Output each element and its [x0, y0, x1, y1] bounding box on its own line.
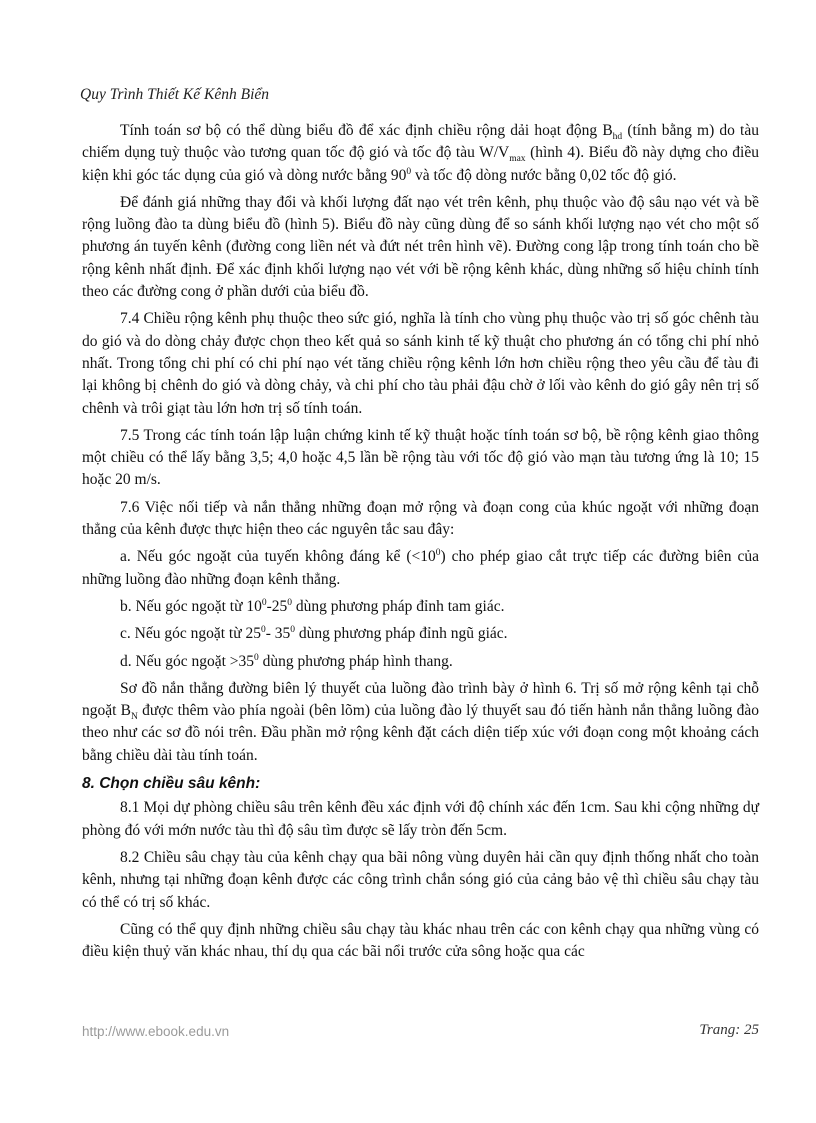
paragraph-7-4: 7.4 Chiều rộng kênh phụ thuộc theo sức gió, nghĩa là tính cho vùng phụ thuộc vào trị số góc chênh tàu do gió và do dòng chảy được chọn theo kết quả so sánh kinh tế kỹ thuật cho phương án có tổng chi phí nhỏ nhất. Trong tổng chi phí có chi phí nạo vét tăng chiều rộng kênh lớn hơn chiều rộng theo yêu cầu để tàu đi lại không bị chênh do gió và dòng chảy, và chi phí cho tàu phải đậu chờ ở lối vào kênh do gió gây nên trị số chênh và trôi giạt tàu lớn hơn trị số tính toán. [82, 310, 759, 417]
paragraph-7-6: 7.6 Việc nối tiếp và nắn thẳng những đoạn mở rộng và đoạn cong của khúc ngoặt với những đoạn thẳng của kênh được thực hiện theo các nguyên tắc sau đây: [82, 498, 759, 539]
page-body [82, 120, 759, 963]
section-heading-8: 8. Chọn chiều sâu kênh: [82, 775, 261, 793]
list-item-d: d. Nếu góc ngoặt $>35^0$ dùng phương pháp hình thang. [120, 652, 453, 670]
list-item-a: a. Nếu góc ngoặt của tuyến không đáng kể $(<10^0)$ cho phép giao cắt trực tiếp các đường biên của những luồng đào những đoạn kênh thẳng. [82, 548, 759, 588]
running-header: Quy Trình Thiết Kế Kênh Biển [80, 86, 270, 103]
paragraph-7-5: 7.5 Trong các tính toán lập luận chứng kinh tế kỹ thuật hoặc tính toán sơ bộ, bề rộng kênh giao thông một chiều có thể lấy bằng 3,5; 4,0 hoặc 4,5 lần bề rộng tàu với tốc độ gió vào mạn tàu tương ứng là 10; 15 hoặc 20 m/s. [82, 426, 759, 489]
paragraph-depth-variation: Cũng có thể quy định những chiều sâu chạy tàu khác nhau trên các con kênh chạy qua những vùng có điều kiện thuỷ văn khác nhau, thí dụ qua các bãi nổi trước cửa sông hoặc qua các [82, 920, 759, 961]
paragraph-8-1: 8.1 Mọi dự phòng chiều sâu trên kênh đều xác định với độ chính xác đến 1cm. Sau khi cộng những dự phòng đó với mớn nước tàu thì độ sâu tìm được sẽ lấy tròn đến 5cm. [82, 799, 759, 839]
paragraph-8-2: 8.2 Chiều sâu chạy tàu của kênh chạy qua bãi nông vùng duyên hải cần quy định thống nhất cho toàn kênh, nhưng tại những đoạn kênh được các công trình chắn sóng gió của cảng bảo vệ thì chiều sâu chạy tàu có thể có trị số khác. [82, 848, 759, 911]
page-number: Trang: 25 [699, 1022, 759, 1038]
footer-url[interactable]: http://www.ebook.edu.vn [82, 1024, 230, 1039]
paragraph-bandwidth: Tính toán sơ bộ có thể dùng biểu đồ để xác định chiều rộng dải hoạt động $B_{hd}$ (tính bằng m) do tàu chiếm dụng tuỳ thuộc vào tương quan tốc độ gió và tốc độ tàu $W/V_{max}$ (hình 4). Biểu đồ này dựng cho điều kiện khi góc tác dụng của gió và dòng nước bằng $90^0$ và tốc độ dòng nước bằng 0,02 tốc độ gió. [82, 122, 759, 184]
paragraph-dredging: Để đánh giá những thay đổi và khối lượng đất nạo vét trên kênh, phụ thuộc vào độ sâu nạo vét và bề rộng luồng đào ta dùng biểu đồ (hình 5). Biểu đồ này cũng dùng để so sánh khối lượng nạo vét cho một số phương án tuyến kênh (đường cong liền nét và đứt nét trên hình vẽ). Đường cong lập trong tính toán cho bề rộng kênh nhất định. Để xác định khối lượng nạo vét với bề rộng kênh khác, dùng những số hiệu chỉnh tính theo các đường cong ở phần dưới của biểu đồ. [82, 193, 759, 301]
paragraph-widening-scheme: Sơ đồ nắn thẳng đường biên lý thuyết của luồng đào trình bày ở hình 6. Trị số mở rộng kênh tại chỗ ngoặt $B_N$ được thêm vào phía ngoài (bên lõm) của luồng đào lý thuyết sau đó tiến hành nắn thẳng luồng đào theo như các sơ đồ nói trên. Đầu phần mở rộng kênh đặt cách diện tiếp xúc với đoạn cong một khoảng cách bằng chiều dài tàu tính toán. [82, 679, 759, 764]
list-item-c: c. Nếu góc ngoặt từ $25^0-$ $35^0$ dùng phương pháp đỉnh ngũ giác. [120, 625, 508, 643]
list-item-b: b. Nếu góc ngoặt từ $10^0-25^0$ dùng phương pháp đỉnh tam giác. [120, 597, 505, 615]
